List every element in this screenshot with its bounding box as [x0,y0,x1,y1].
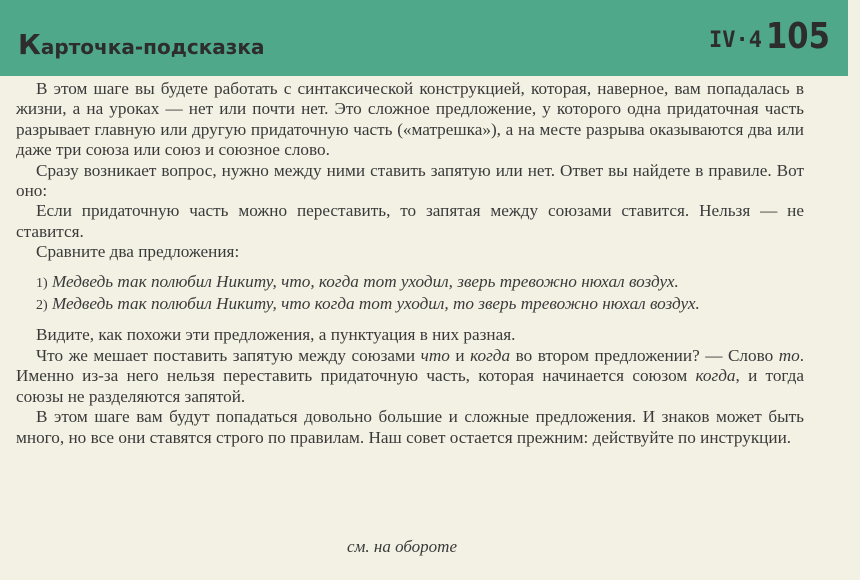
p6-italic-4: когда [695,366,736,386]
example-1-text: Медведь так полюбил Никиту, что, когда тот уходил, зверь тревожно нюхал воздух. [51,271,679,291]
title-rest: арточка-подсказка [40,35,265,59]
p6-part-c: во втором предложении? — Слово [510,345,779,365]
page-number: 105 [766,16,830,57]
paragraph-4: Сравните два предложения: [36,242,240,262]
header-band [0,0,848,76]
p6-part-d: . Именно из-за него нельзя переставить придаточную часть, которая начинается союзом [16,345,804,386]
example-2-text: Медведь так полюбил Никиту, что когда тот уходил, то зверь тревожно нюхал воздух. [51,294,700,314]
examples-list [16,272,804,317]
example-2-number: 2) [36,298,48,314]
paragraph-3: Если придаточную часть можно переставить, то запятая между союзами ставится. Нельзя — не ставится. [16,201,804,241]
p6-part-e: , и тогда союзы не разделяются запятой. [16,366,804,406]
paragraph-6 [16,346,804,407]
p6-italic-3: то [778,345,800,365]
paragraph-2: Сразу возникает вопрос, нужно между ними ставить запятую или нет. Ответ вы найдете в правиле. Вот оно: [16,160,804,201]
title-first-letter: К [18,28,41,61]
section-label: IV·4 [709,28,762,53]
paragraph-1: В этом шаге вы будете работать с синтаксической конструкцией, которая, наверное, вам попадалась в жизни, а на уроках — нет или почти нет. Это сложное предложение, у которого одна придаточная часть разрывает главную или другую придаточную часть («матрешка»), а на месте разрыва оказываются два или даже три союза или союз и союзное слово. [16,79,804,160]
card-title [18,28,264,61]
example-1-number: 1) [36,275,48,291]
footer-note: см. на обороте [346,537,457,556]
p6-part-a: Что же мешает поставить запятую между союзами [36,345,421,365]
p6-italic-2: когда [470,345,511,365]
body-text [16,79,804,448]
example-1 [16,272,804,294]
p6-part-b: и [449,345,471,365]
p6-italic-1: что [420,345,450,365]
example-2 [16,294,804,316]
paragraph-5: Видите, как похожи эти предложения, а пунктуация в них разная. [36,325,516,345]
paragraph-7: В этом шаге вам будут попадаться довольно большие и сложные предложения. И знаков может быть много, но все они ставятся строго по правилам. Наш совет остается прежним: действуйте по инструкции. [16,407,804,447]
